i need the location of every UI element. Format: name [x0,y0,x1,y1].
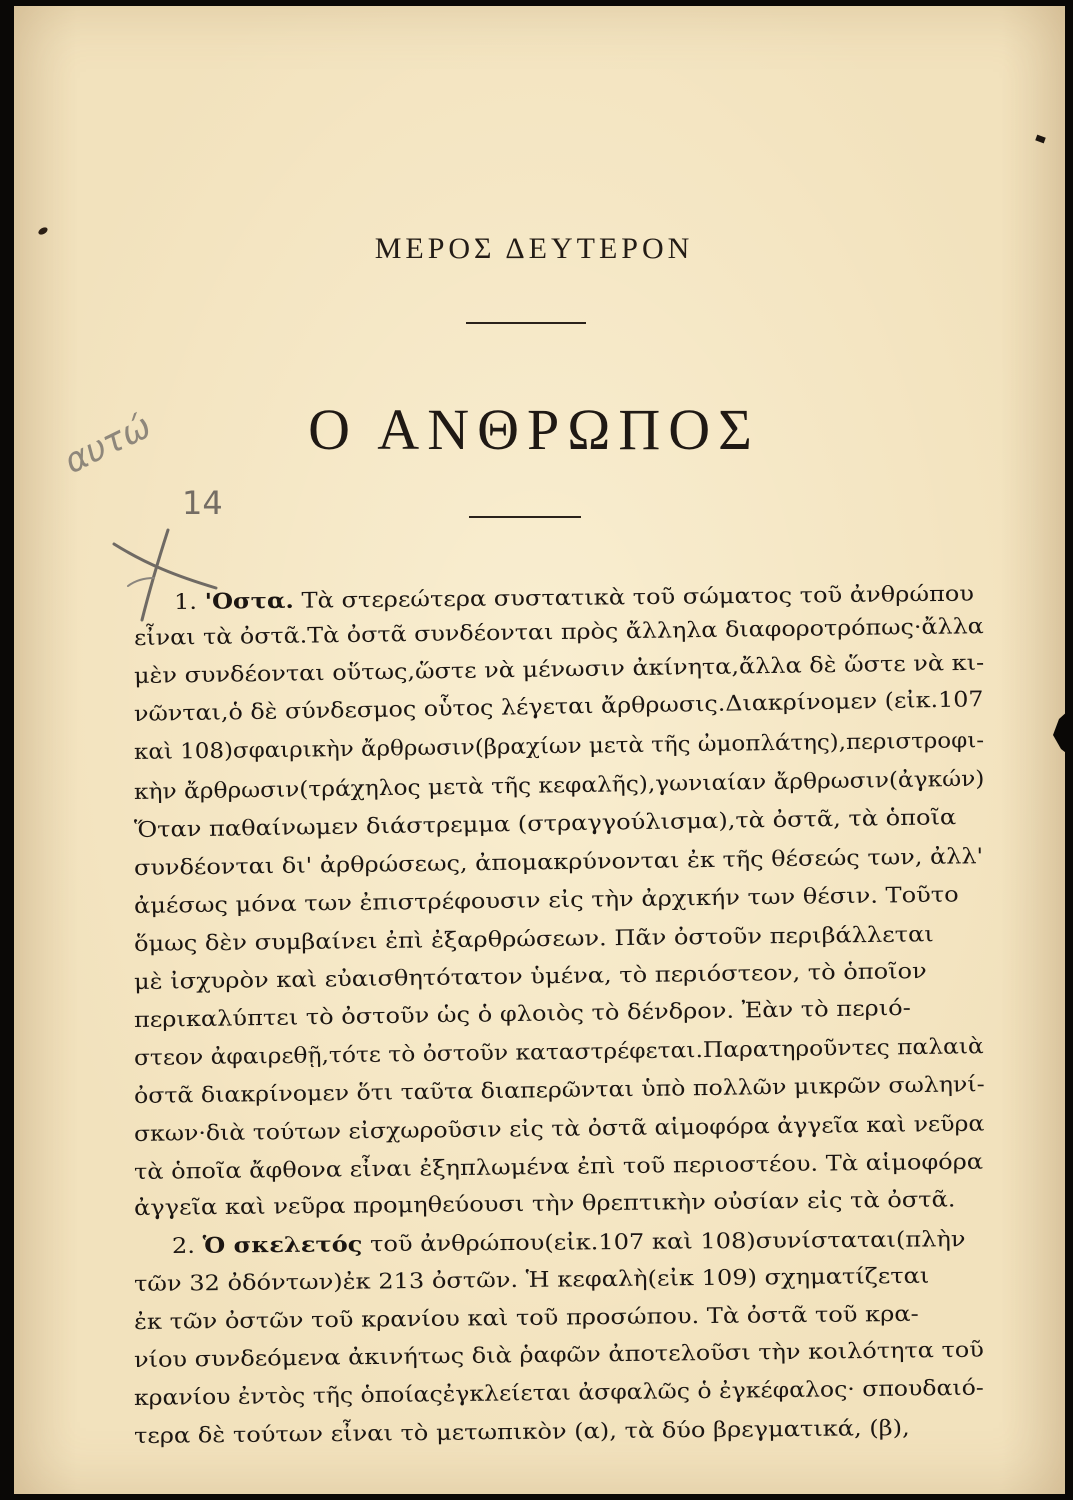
paragraph-1-first-line-text: Τὰ στερεώτερα συστατικὰ τοῦ σώματος τοῦ ἀνθρώπου [301,581,975,614]
text-line: τῶν 32 ὀδόντων)ἐκ 213 ὀστῶν. Ἡ κεφαλὴ(εἰκ 109) σχηματίζεται [133,1263,930,1297]
chapter-title: Ο ΑΝΘΡΩΠΟΣ [308,397,760,462]
text-line: ὅμως δὲν συμβαίνει ἐπὶ ἐξαρθρώσεων. Πᾶν ὀστοῦν περιβάλλεται [133,922,934,957]
text-line: ἐκ τῶν ὀστῶν τοῦ κρανίου καὶ τοῦ προσώπου. Τὰ ὀστᾶ τοῦ κρα- [133,1301,919,1335]
text-line: νῶνται,ὁ δὲ σύνδεσμος οὗτος λέγεται ἄρθρωσις.Διακρίνομεν (εἰκ.107 [133,687,984,727]
paragraph-2-number: 2. [171,1233,196,1259]
text-line: τερα δὲ τούτων εἶναι τὸ μετωπικὸν (α), τὰ δύο βρεγματικά, (β), [133,1415,910,1449]
page-edge-tear [1051,701,1073,763]
text-line: μὲν συνδέονται οὕτως,ὥστε νὰ μένωσιν ἀκίνητα,ἄλλα δὲ ὥστε νὰ κι- [133,650,985,689]
text-line: Ὅταν παθαίνωμεν διάστρεμμα (στραγγούλισμα),τὰ ὀστᾶ, τὰ ὁποῖα [133,805,957,843]
heading-divider [466,322,586,324]
text-line: καὶ 108)σφαιρικὴν ἄρθρωσιν(βραχίων μετὰ τῆς ὠμοπλάτης),περιστροφι- [133,728,985,765]
paragraph-1-label: 'Οστα. [204,588,294,615]
text-line: ἀγγεῖα καὶ νεῦρα προμηθεύουσι τὴν θρεπτικὴν οὐσίαν εἰς τὰ ὀστᾶ. [133,1187,956,1221]
document-page [14,6,1065,1494]
paragraph-2-line-1 [172,1227,966,1259]
text-line: ἀμέσως μόνα των ἐπιστρέφουσιν εἰς τὴν ἀρχικήν των θέσιν. Τοῦτο [133,882,959,919]
paragraph-2-first-line-text: τοῦ ἀνθρώπου(εἰκ.107 καὶ 108)συνίσταται(πλὴν [369,1227,966,1258]
section-heading: ΜΕΡΟΣ ΔΕΥΤΕΡΟΝ [374,232,694,265]
pencil-annotation-number: 14 [182,484,223,522]
text-line: σκων·διὰ τούτων εἰσχωροῦσιν εἰς τὰ ὀστᾶ αἱμοφόρα ἀγγεῖα καὶ νεῦρα [133,1111,985,1147]
ink-tick-mark [1035,135,1046,144]
text-line: εἶναι τὰ ὀστᾶ.Τὰ ὀστᾶ συνδέονται πρὸς ἄλληλα διαφοροτρόπως·ἄλλα [133,614,984,651]
text-line: περικαλύπτει τὸ ὀστοῦν ὡς ὁ φλοιὸς τὸ δένδρον. Ἐὰν τὸ περιό- [133,995,912,1033]
text-line: τὰ ὁποῖα ἄφθονα εἶναι ἐξηπλωμένα ἐπὶ τοῦ περιοστέου. Τὰ αἱμοφόρα [133,1149,984,1185]
text-line: κὴν ἄρθρωσιν(τράχηλος μετὰ τῆς κεφαλῆς),γωνιαίαν ἄρθρωσιν(ἀγκών) [133,766,985,805]
paragraph-2-label: Ὁ σκελετός [202,1232,363,1259]
text-line: στεον ἀφαιρεθῇ,τότε τὸ ὀστοῦν καταστρέφεται.Παρατηροῦντες παλαιὰ [133,1034,984,1071]
pencil-annotation-word: αυτώ [58,406,158,482]
text-line: ὀστᾶ διακρίνομεν ὅτι ταῦτα διαπερῶνται ὑπὸ πολλῶν μικρῶν σωληνί- [133,1072,985,1109]
title-divider [469,516,581,518]
text-line: κρανίου ἐντὸς τῆς ὁποίαςἐγκλείεται ἀσφαλῶς ὁ ἐγκέφαλος· σπουδαιό- [133,1375,984,1411]
paragraph-1-line-1 [174,582,974,615]
text-line: μὲ ἰσχυρὸν καὶ εὐαισθητότατον ὑμένα, τὸ περιόστεον, τὸ ὁποῖον [133,958,927,995]
paragraph-1-number: 1. [173,589,198,615]
text-line: νίου συνδεόμενα ἀκινήτως διὰ ῥαφῶν ἀποτελοῦσι τὴν κοιλότητα τοῦ [133,1337,985,1373]
text-line: συνδέονται δι' ἀρθρώσεως, ἀπομακρύνονται ἐκ τῆς θέσεώς των, ἀλλ' [133,844,984,881]
